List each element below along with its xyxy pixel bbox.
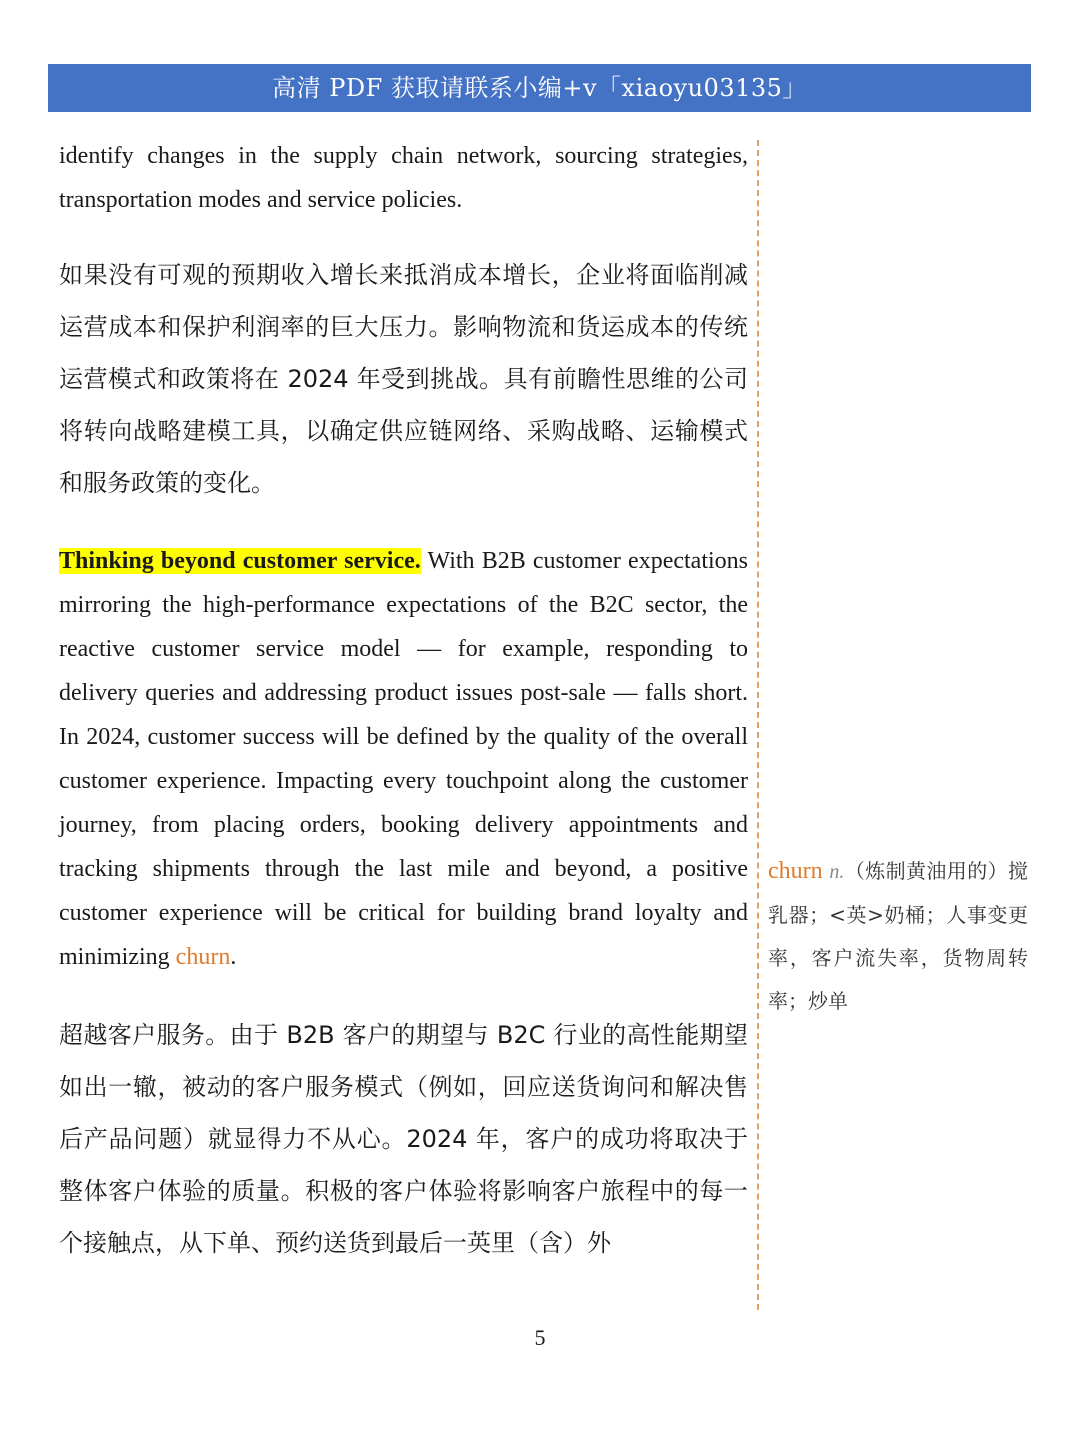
paragraph-en-2-text: With B2B customer expectations mirroring the high-performance expectations of the B2C sector, the reactive customer service model — for example, responding to delivery queries and addressing product issues post-sale — falls short. In 2024, customer success will be defined by the quality of the overall customer experience. Impacting every touchpoint along the customer journey, from placing orders, booking delivery appointments and tracking shipments through the last mile and beyond, a positive customer experience will be critical for building brand loyalty and minimizing: [59, 548, 748, 970]
margin-divider: [757, 140, 759, 1310]
gloss-part-of-speech: n.: [829, 861, 845, 883]
paragraph-en-2-end: .: [230, 944, 237, 970]
keyword-churn[interactable]: churn: [175, 944, 231, 970]
gloss-definition: （炼制黄油用的）搅乳器；<英>奶桶；人事变更率，客户流失率，货物周转率；炒单: [768, 859, 1029, 1013]
paragraph-en-1: identify changes in the supply chain network, sourcing strategies, transportation modes and service policies.: [59, 143, 748, 213]
banner-text: 高清 PDF 获取请联系小编+v「xiaoyu03135」: [272, 74, 807, 102]
section-heading-highlight: Thinking beyond customer service.: [59, 548, 421, 574]
page-number: 5: [534, 1325, 546, 1350]
paragraph-en-2: [59, 539, 748, 979]
paragraph-zh-1: 如果没有可观的预期收入增长来抵消成本增长，企业将面临削减运营成本和保护利润率的巨大压力。影响物流和货运成本的传统运营模式和政策将在 2024 年受到挑战。具有前瞻性思维的公司将转向战略建模工具，以确定供应链网络、采购战略、运输模式和服务政策的变化。: [59, 261, 748, 497]
main-text-column: [59, 134, 748, 1269]
paragraph-zh-2: 超越客户服务。由于 B2B 客户的期望与 B2C 行业的高性能期望如出一辙，被动的客户服务模式（例如，回应送货询问和解决售后产品问题）就显得力不从心。2024 年，客户的成功将取决于整体客户体验的质量。积极的客户体验将影响客户旅程中的每一个接触点，从下单、预约送货到最后一英里（含）外: [59, 1021, 748, 1257]
gloss-word: churn: [768, 858, 823, 884]
header-banner: [48, 64, 1031, 112]
vocabulary-note: [768, 850, 1028, 1023]
